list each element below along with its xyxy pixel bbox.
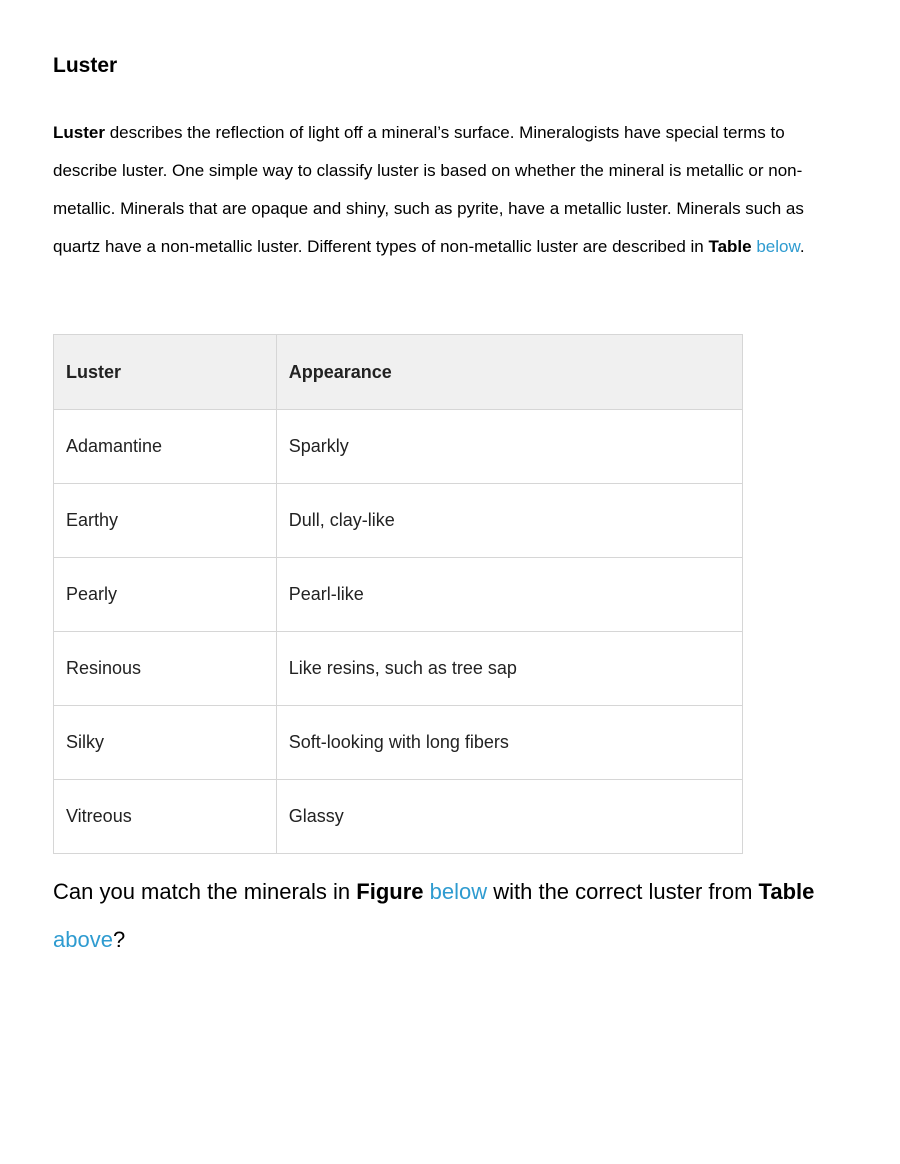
table-row (54, 780, 743, 854)
header-appearance: Appearance (276, 335, 742, 410)
luster-cell: Earthy (54, 484, 277, 558)
table-below-link[interactable]: below (756, 237, 800, 256)
luster-cell: Pearly (54, 558, 277, 632)
appearance-cell: Dull, clay-like (276, 484, 742, 558)
question-paragraph: Can you match the minerals in Figure below with the correct luster from Table above? (53, 879, 815, 952)
table-reference: Table (708, 237, 752, 256)
table-row (54, 410, 743, 484)
figure-reference: Figure (356, 879, 424, 904)
luster-table (53, 334, 743, 854)
table-reference: Table (758, 879, 815, 904)
appearance-cell: Like resins, such as tree sap (276, 632, 742, 706)
figure-below-link[interactable]: below (429, 879, 488, 904)
table-row (54, 558, 743, 632)
intro-paragraph: Luster describes the reflection of light off a mineral’s surface. Mineralogists have special terms to describe luster. One simple way to classify luster is based on whether the mineral is metallic or non-metallic. Minerals that are opaque and shiny, such as pyrite, have a metallic luster. Minerals such as quartz have a non-metallic luster. Different types of non-metallic luster are described in Table below. (53, 123, 805, 256)
appearance-cell: Sparkly (276, 410, 742, 484)
table-above-link[interactable]: above (53, 927, 113, 952)
luster-cell: Silky (54, 706, 277, 780)
header-luster: Luster (54, 335, 277, 410)
table-row (54, 706, 743, 780)
table-row (54, 484, 743, 558)
luster-cell: Resinous (54, 632, 277, 706)
intro-text: describes the reflection of light off a mineral’s surface. Mineralogists have special terms to describe luster. One simple way to classify luster is based on whether the mineral is metallic or non-metallic. Minerals that are opaque and shiny, such as pyrite, have a metallic luster. Minerals such as quartz have a non-metallic luster. Different types of non-metallic luster are described in (53, 123, 804, 256)
luster-term: Luster (53, 123, 105, 142)
appearance-cell: Soft-looking with long fibers (276, 706, 742, 780)
appearance-cell: Pearl-like (276, 558, 742, 632)
appearance-cell: Glassy (276, 780, 742, 854)
luster-cell: Vitreous (54, 780, 277, 854)
luster-cell: Adamantine (54, 410, 277, 484)
section-heading: Luster (53, 54, 118, 77)
table-header-row (54, 335, 743, 410)
table-row (54, 632, 743, 706)
